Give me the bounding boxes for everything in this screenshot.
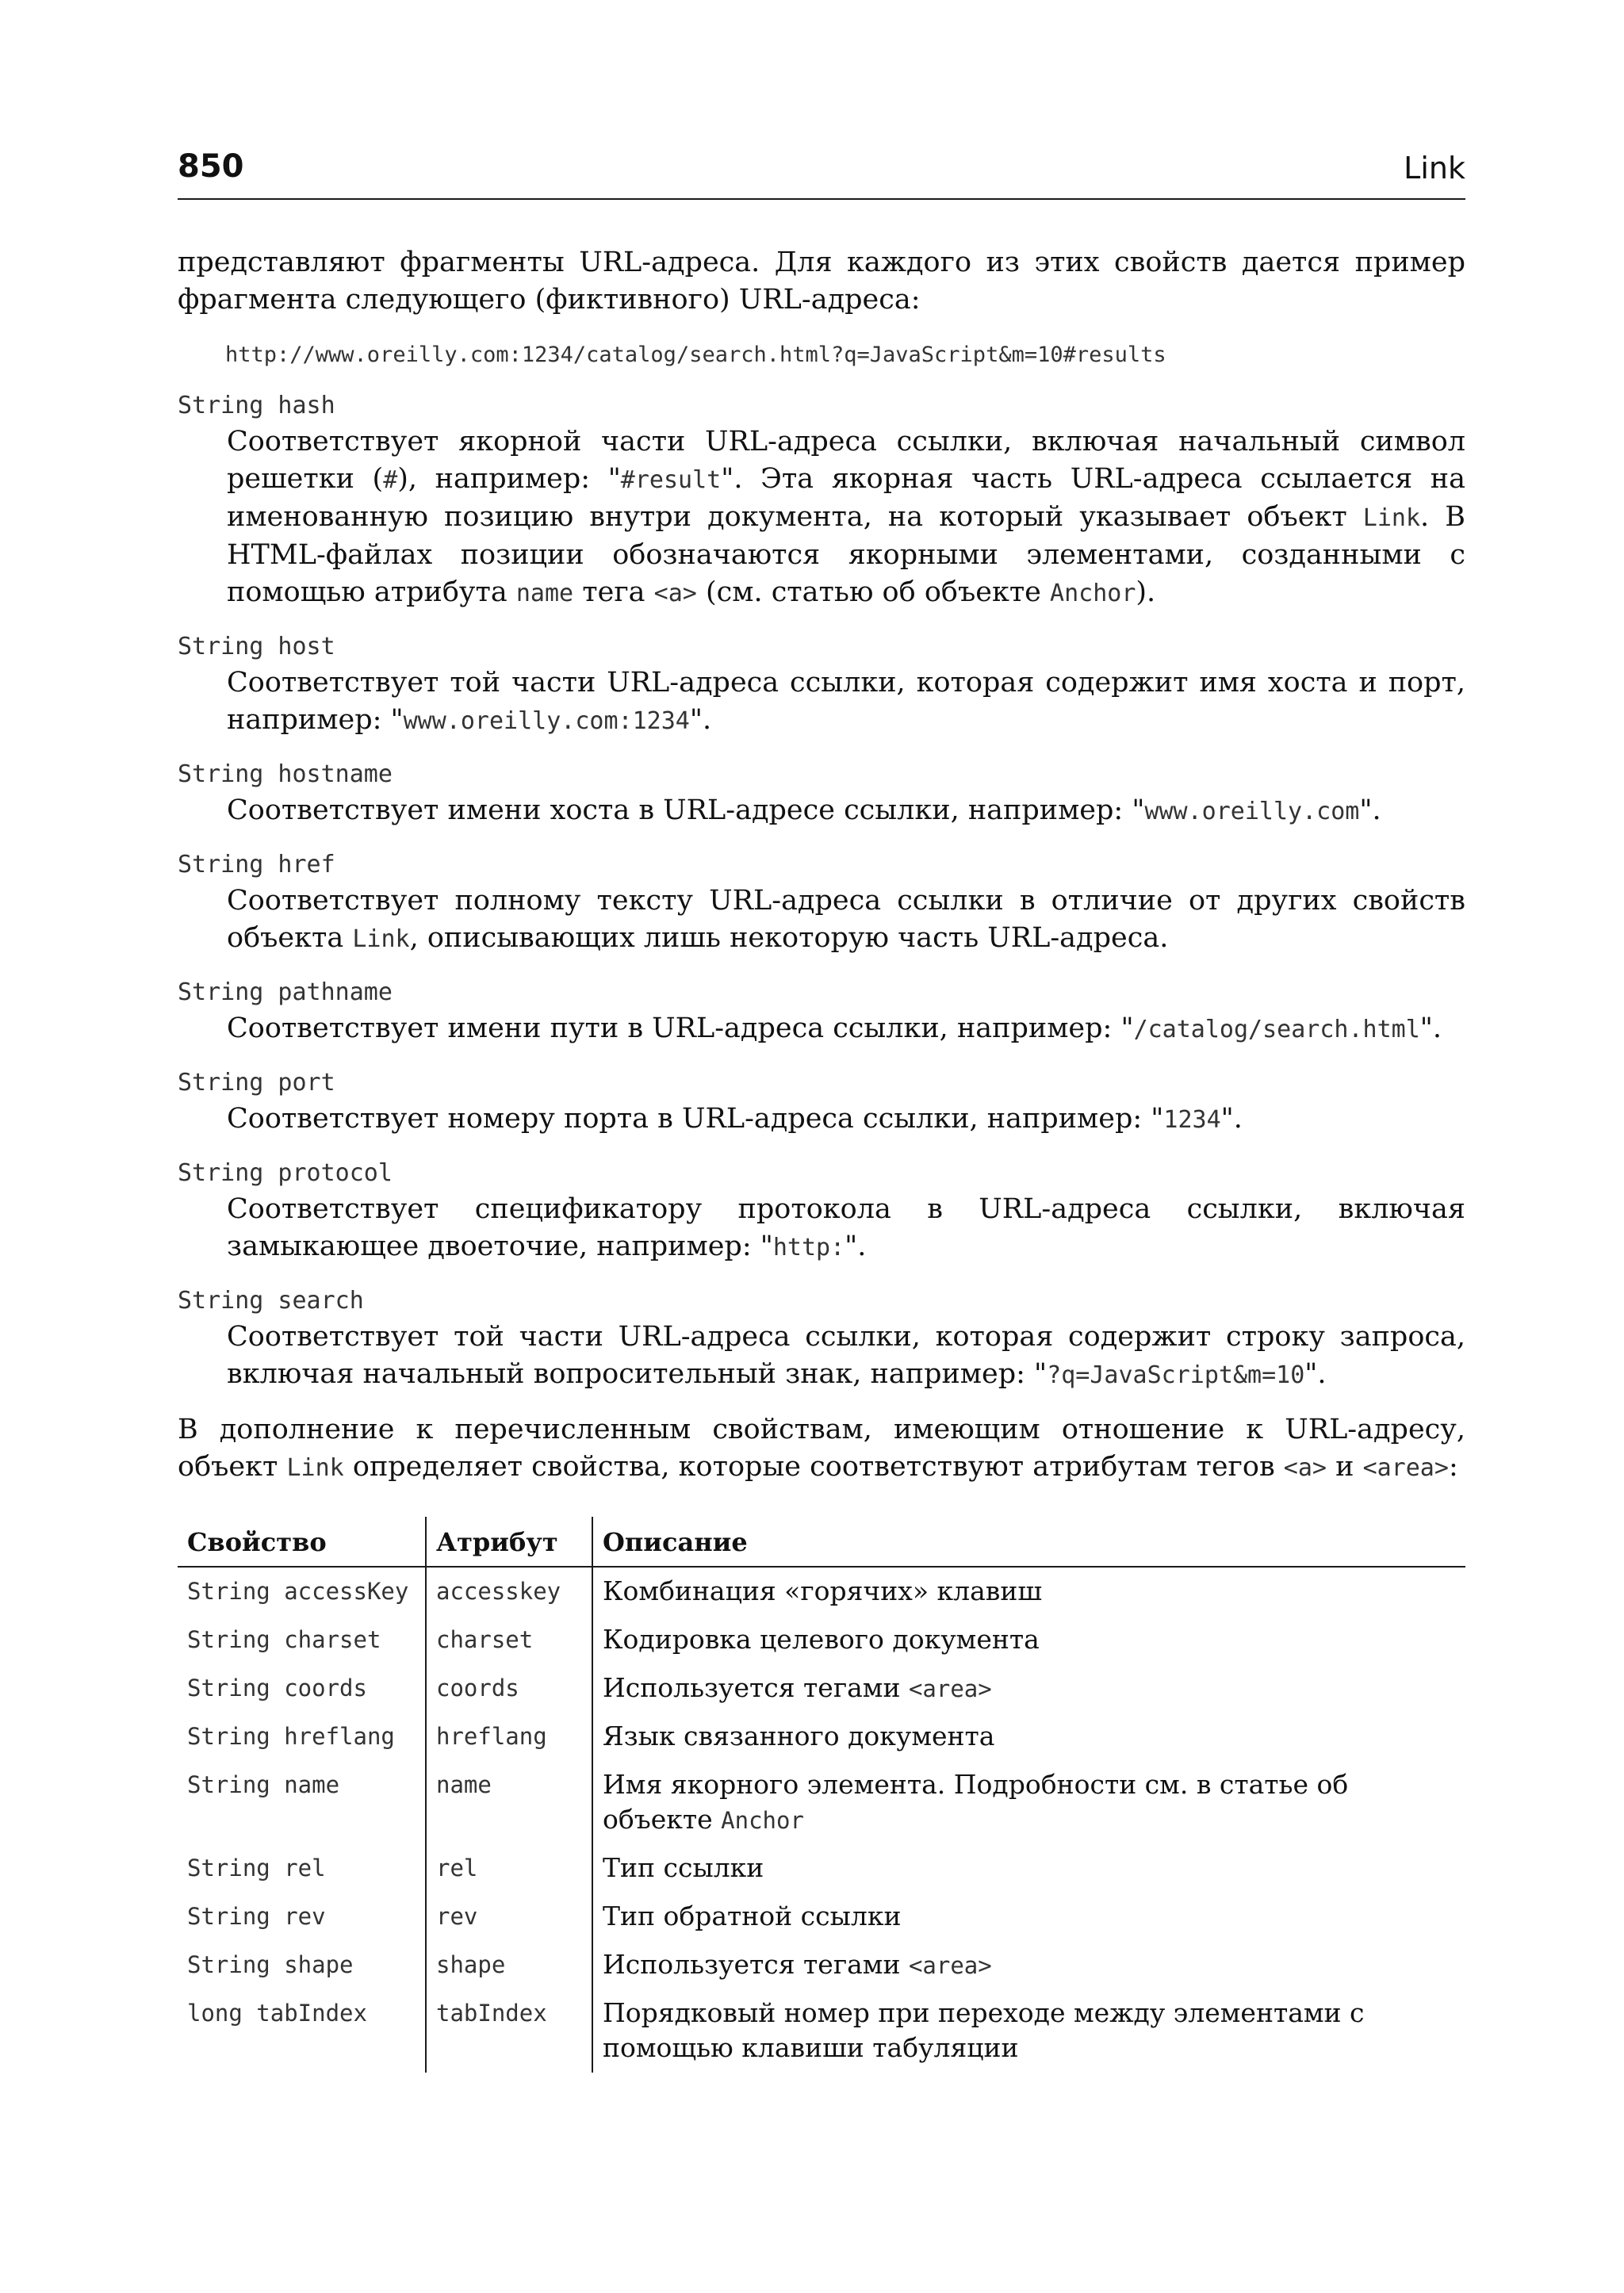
cell-property: String name (178, 1761, 426, 1844)
text: ". Эта якорная часть URL-адреса ссылается на именованную позицию внутри документа, на который указывает объект (227, 463, 1465, 533)
text: Язык связанного документа (603, 1721, 995, 1751)
code: Anchor (1050, 580, 1136, 607)
intro-paragraph: представляют фрагменты URL-адреса. Для каждого из этих свойств дается пример фрагмента следующего (фиктивного) URL-адреса: (178, 247, 1465, 316)
cell-property: String rev (178, 1893, 426, 1941)
cell-description (592, 1713, 1465, 1761)
property-signature: String host (178, 633, 335, 660)
column-header-description: Описание (592, 1517, 1465, 1567)
text: Соответствует той части URL-адреса ссылки, которая содержит имя хоста и порт, например: " (227, 667, 1465, 736)
text: Соответствует той части URL-адреса ссылки, которая содержит строку запроса, включая начальный вопросительный знак, например: " (227, 1321, 1465, 1390)
cell-attribute: accesskey (426, 1567, 592, 1616)
text: Порядковый номер при переходе между элементами с помощью клавиши табуляции (603, 1997, 1365, 2063)
property-href (178, 848, 1465, 958)
text: (см. статью об объекте (696, 576, 1051, 608)
code: <area> (1362, 1454, 1449, 1482)
cell-attribute: name (426, 1761, 592, 1844)
property-host (178, 630, 1465, 740)
text: Комбинация «горячих» клавиш (603, 1575, 1043, 1606)
text: Соответствует имени хоста в URL-адресе ссылки, например: " (227, 794, 1145, 826)
code: <area> (908, 1675, 992, 1702)
text: ". (1359, 794, 1381, 826)
cell-attribute: rev (426, 1893, 592, 1941)
example-url: http://www.oreilly.com:1234/catalog/search.html?q=JavaScript&m=10#results (225, 343, 1166, 367)
text: Имя якорного элемента. Подробности см. в статье об объекте (603, 1769, 1349, 1835)
cell-property: long tabIndex (178, 1989, 426, 2073)
property-signature: String hash (178, 392, 335, 419)
code: Anchor (721, 1807, 804, 1834)
table-header-row (178, 1517, 1465, 1567)
table-row (178, 1893, 1465, 1941)
property-description (227, 792, 1465, 830)
column-header-attribute: Атрибут (426, 1517, 592, 1567)
text: Кодировка целевого документа (603, 1624, 1040, 1655)
cell-attribute: rel (426, 1844, 592, 1893)
property-signature: String pathname (178, 978, 393, 1006)
text: определяет свойства, которые соответствуют атрибутам тегов (343, 1451, 1284, 1483)
table-row (178, 1761, 1465, 1844)
property-hash (178, 389, 1465, 612)
code: 1234 (1163, 1106, 1221, 1134)
text: ), например: " (397, 463, 621, 495)
column-header-property: Свойство (178, 1517, 426, 1567)
property-description (227, 1101, 1465, 1139)
property-signature: String hostname (178, 760, 393, 788)
text: ). (1136, 576, 1156, 608)
property-description (227, 882, 1465, 958)
cell-description (592, 1616, 1465, 1664)
table-row (178, 1616, 1465, 1664)
code: <a> (653, 580, 697, 607)
table-row (178, 1713, 1465, 1761)
property-port (178, 1066, 1465, 1139)
table-row (178, 1844, 1465, 1893)
text: Используется тегами (603, 1949, 909, 1980)
tail-paragraph (178, 1411, 1465, 1487)
code: Link (286, 1454, 344, 1482)
code: name (515, 580, 574, 607)
cell-description (592, 1893, 1465, 1941)
cell-description (592, 1664, 1465, 1713)
table-row (178, 1664, 1465, 1713)
cell-property: String shape (178, 1941, 426, 1989)
property-pathname (178, 975, 1465, 1048)
text: В дополнение к перечисленным свойствам, имеющим отношение к URL-адресу, объект (178, 1414, 1465, 1483)
cell-attribute: coords (426, 1664, 592, 1713)
cell-attribute: shape (426, 1941, 592, 1989)
property-description (227, 1319, 1465, 1394)
text: , описывающих лишь некоторую часть URL-адреса. (409, 922, 1169, 954)
page-header (178, 148, 1465, 200)
text: Соответствует полному тексту URL-адреса ссылки в отличие от других свойств объекта (227, 885, 1465, 954)
code: /catalog/search.html (1133, 1016, 1420, 1043)
property-description (227, 1191, 1465, 1266)
property-search (178, 1284, 1465, 1394)
code: <area> (908, 1952, 992, 1979)
code: Link (352, 925, 410, 953)
property-signature: String protocol (178, 1159, 393, 1187)
text: ". (1419, 1013, 1442, 1044)
code: www.oreilly.com (1144, 798, 1360, 825)
table-row (178, 1941, 1465, 1989)
property-description (227, 1010, 1465, 1048)
text: тега (573, 576, 654, 608)
cell-attribute: charset (426, 1616, 592, 1664)
text: ". (1220, 1103, 1243, 1135)
property-protocol (178, 1156, 1465, 1266)
cell-description (592, 1941, 1465, 1989)
cell-property: String coords (178, 1664, 426, 1713)
property-description (227, 664, 1465, 740)
text: ". (845, 1231, 867, 1262)
property-description (227, 423, 1465, 612)
text: Тип обратной ссылки (603, 1901, 902, 1931)
page (178, 148, 1465, 2073)
page-number: 850 (178, 148, 244, 185)
cell-description (592, 1567, 1465, 1616)
code: www.oreilly.com:1234 (403, 707, 690, 735)
attributes-table (178, 1517, 1465, 2073)
property-signature: String port (178, 1069, 335, 1097)
table-row (178, 1989, 1465, 2073)
cell-attribute: hreflang (426, 1713, 592, 1761)
code: ?q=JavaScript&m=10 (1047, 1361, 1305, 1389)
code: #result (620, 466, 722, 494)
text: . В HTML-файлах позиции обозначаются якорными элементами, созданными с помощью атрибута (227, 501, 1465, 608)
text: Используется тегами (603, 1672, 909, 1703)
text: ". (689, 704, 712, 736)
code: <a> (1283, 1454, 1327, 1482)
cell-property: String rel (178, 1844, 426, 1893)
table-row (178, 1567, 1465, 1616)
text: Соответствует номеру порта в URL-адреса ссылки, например: " (227, 1103, 1164, 1135)
text: ". (1304, 1358, 1327, 1390)
cell-property: String charset (178, 1616, 426, 1664)
running-title: Link (1404, 151, 1465, 186)
cell-description (592, 1989, 1465, 2073)
code: http: (772, 1234, 845, 1261)
cell-property: String hreflang (178, 1713, 426, 1761)
cell-attribute: tabIndex (426, 1989, 592, 2073)
property-signature: String href (178, 851, 335, 879)
cell-description (592, 1761, 1465, 1844)
text: Тип ссылки (603, 1852, 764, 1883)
cell-property: String accessKey (178, 1567, 426, 1616)
property-hostname (178, 757, 1465, 830)
code: # (383, 466, 398, 494)
text: Соответствует спецификатору протокола в URL-адреса ссылки, включая замыкающее двоеточие, например: " (227, 1193, 1465, 1262)
property-signature: String search (178, 1287, 364, 1315)
text: и (1326, 1451, 1363, 1483)
cell-description (592, 1844, 1465, 1893)
text: Соответствует якорной части URL-адреса ссылки, включая начальный символ решетки ( (227, 426, 1465, 495)
text: Соответствует имени пути в URL-адреса ссылки, например: " (227, 1013, 1134, 1044)
text: : (1448, 1451, 1458, 1483)
code: Link (1362, 504, 1421, 532)
